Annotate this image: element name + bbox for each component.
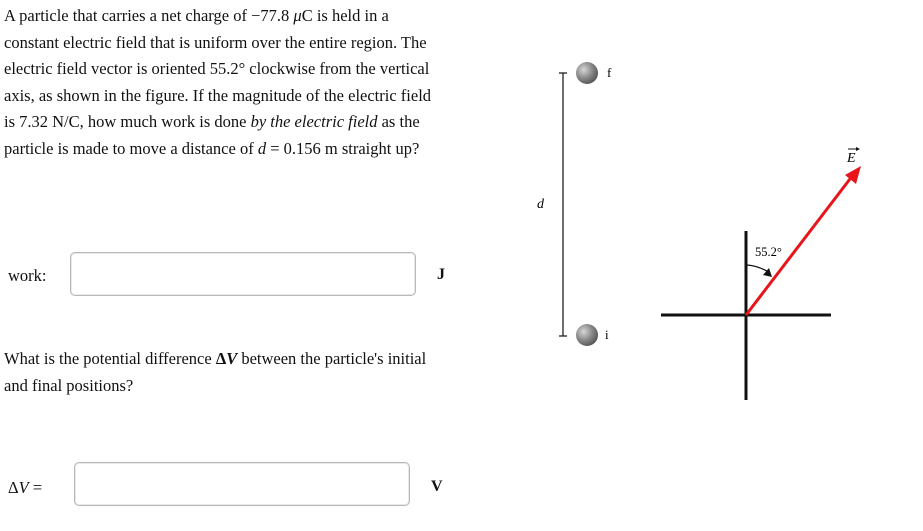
q2-v-var: V bbox=[226, 349, 238, 368]
distance-bracket bbox=[559, 73, 567, 336]
q1-part-2: C is held in a constant electric field that is uniform over the entire region. The electric field vector is oriented 55.2° clockwise from the vertical axis, as shown in the figure. If the magnitude of the electric field is 7.32 N/C, how much work is done bbox=[4, 6, 432, 131]
potential-label-v: V bbox=[18, 478, 29, 497]
work-label: work: bbox=[8, 266, 47, 285]
potential-unit: V bbox=[431, 478, 443, 495]
coordinate-axes bbox=[661, 231, 831, 400]
electric-field-label: E bbox=[847, 151, 856, 166]
distance-label: d bbox=[537, 197, 544, 212]
potential-label-delta: Δ bbox=[8, 478, 19, 497]
particle-initial-position bbox=[576, 324, 598, 346]
potential-label-eq: = bbox=[28, 478, 43, 497]
q1-emphasis: by the electric field bbox=[250, 112, 378, 131]
work-unit: J bbox=[437, 266, 445, 283]
q2-part-1: What is the potential difference bbox=[4, 349, 216, 368]
q1-distance-var: d bbox=[257, 138, 267, 158]
q1-part-4: = 0.156 m straight up? bbox=[266, 138, 420, 158]
q2-delta: Δ bbox=[215, 349, 227, 368]
q1-part-3: as the particle is made to move a distance of bbox=[4, 112, 420, 158]
angle-label: 55.2° bbox=[755, 245, 782, 259]
particle-final-position bbox=[576, 62, 598, 84]
q2-part-2: between the particle's initial and final positions? bbox=[4, 349, 427, 395]
q1-mu-symbol: μ bbox=[293, 6, 302, 25]
final-position-label: f bbox=[607, 65, 612, 80]
q1-part-1: A particle that carries a net charge of −77.8 bbox=[4, 6, 294, 25]
initial-position-label: i bbox=[605, 327, 609, 342]
